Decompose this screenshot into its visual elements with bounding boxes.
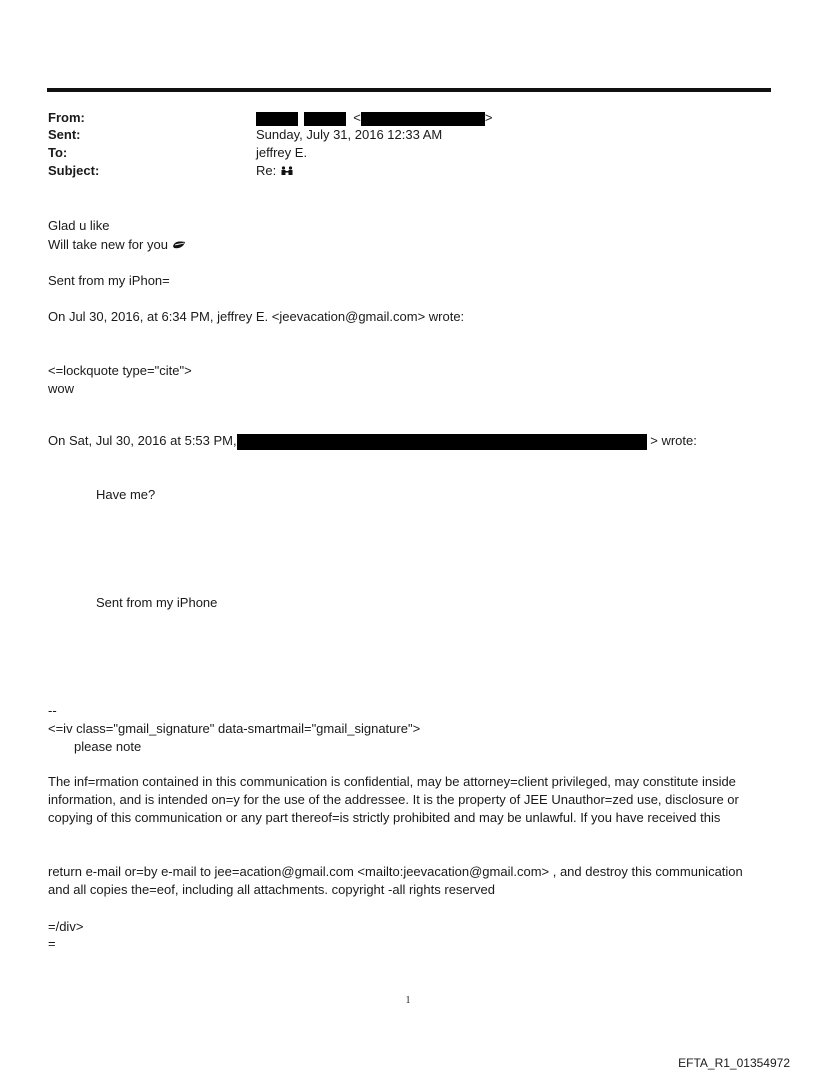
body-line-take-new: [48, 236, 186, 254]
to-value: jeffrey E.: [256, 145, 308, 160]
quoted-wow: wow: [48, 381, 75, 396]
quote-header-2-suffix: > wrote:: [650, 433, 697, 448]
quote-header-1: On Jul 30, 2016, at 6:34 PM, jeffrey E. <jeevacation@gmail.com> wrote:: [48, 309, 465, 324]
from-value: [256, 110, 492, 126]
body-line-take-new-text: Will take new for you: [48, 237, 168, 252]
subject-label: Subject:: [48, 163, 100, 178]
signature-div-tag: <=iv class="gmail_signature" data-smartmail="gmail_signature">: [48, 721, 421, 736]
page-number: 1: [405, 995, 411, 1006]
redacted-sender-first-name: [256, 112, 298, 126]
signature-dashes: --: [48, 703, 57, 718]
close-div-tag: =/div>: [48, 919, 84, 934]
from-lt: <: [353, 110, 361, 125]
confidentiality-paragraph: The inf=rmation contained in this communication is confidential, may be attorney=client privileged, may constitute inside information, and is intended on=y for the use of the addressee. It is the property of JEE Unauthor=zed use, disclosure or copying of this communication or any part thereof=is strictly prohibited and may be unlawful. If you have received this: [48, 774, 739, 825]
subject-prefix: Re:: [256, 163, 277, 178]
please-note: please note: [74, 739, 142, 754]
sent-value: Sunday, July 31, 2016 12:33 AM: [256, 127, 443, 142]
redacted-sender-email: [361, 112, 485, 126]
subject-value: [256, 163, 294, 180]
sent-from-iphone-1: Sent from my iPhon=: [48, 273, 170, 288]
quote-header-2: [48, 432, 697, 450]
redacted-sender-last-name: [304, 112, 346, 126]
body-line-glad: Glad u like: [48, 218, 110, 233]
from-label: From:: [48, 110, 85, 125]
blockquote-tag: <=lockquote type="cite">: [48, 363, 192, 378]
from-gt: >: [484, 110, 493, 125]
trailing-equals: =: [48, 936, 56, 951]
document-id: EFTA_R1_01354972: [678, 1056, 790, 1070]
quoted-have-me: Have me?: [96, 487, 156, 502]
kiss-lips-emoji-icon: [172, 237, 186, 254]
couple-emoji-icon: [280, 164, 294, 180]
sent-from-iphone-2: Sent from my iPhone: [96, 595, 218, 610]
header-rule: [47, 88, 771, 92]
sent-label: Sent:: [48, 127, 81, 142]
to-label: To:: [48, 145, 68, 160]
return-email-paragraph: return e-mail or=by e-mail to jee=acation@gmail.com <mailto:jeevacation@gmail.com> , and destroy this communication and all copies the=eof, including all attachments. copyright -all rights reserved: [48, 864, 743, 897]
redacted-original-sender: [237, 434, 647, 450]
quote-header-2-prefix: On Sat, Jul 30, 2016 at 5:53 PM,: [48, 433, 237, 448]
